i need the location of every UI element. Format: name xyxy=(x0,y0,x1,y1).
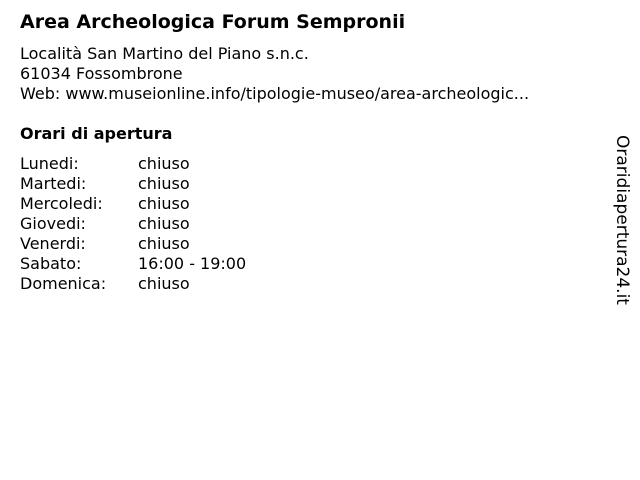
hours-row-sunday xyxy=(20,274,246,294)
address-city: 61034 Fossombrone xyxy=(20,64,183,83)
hours-time: 16:00 - 19:00 xyxy=(138,254,247,273)
hours-day: Martedi: xyxy=(20,174,87,193)
address-block xyxy=(20,44,529,104)
hours-day: Venerdi: xyxy=(20,234,86,253)
hours-day: Sabato: xyxy=(20,254,82,273)
page-title: Area Archeologica Forum Sempronii xyxy=(20,11,406,33)
address-street: Località San Martino del Piano s.n.c. xyxy=(20,44,309,63)
opening-hours-table xyxy=(20,154,246,294)
hours-row-friday xyxy=(20,234,246,254)
hours-time: chiuso xyxy=(138,214,190,233)
hours-row-wednesday xyxy=(20,194,246,214)
hours-time: chiuso xyxy=(138,234,190,253)
hours-row-thursday xyxy=(20,214,246,234)
hours-day: Mercoledi: xyxy=(20,194,103,213)
hours-time: chiuso xyxy=(138,194,190,213)
opening-hours-heading: Orari di apertura xyxy=(20,124,173,143)
address-web: Web: www.museionline.info/tipologie-museo/area-archeologic... xyxy=(20,84,530,103)
hours-time: chiuso xyxy=(138,154,190,173)
hours-row-monday xyxy=(20,154,246,174)
hours-day: Domenica: xyxy=(20,274,107,293)
hours-day: Giovedi: xyxy=(20,214,86,233)
hours-row-tuesday xyxy=(20,174,246,194)
hours-row-saturday xyxy=(20,254,246,274)
hours-day: Lunedi: xyxy=(20,154,79,173)
hours-time: chiuso xyxy=(138,274,190,293)
site-watermark: Oraridiapertura24.it xyxy=(612,135,632,305)
hours-time: chiuso xyxy=(138,174,190,193)
